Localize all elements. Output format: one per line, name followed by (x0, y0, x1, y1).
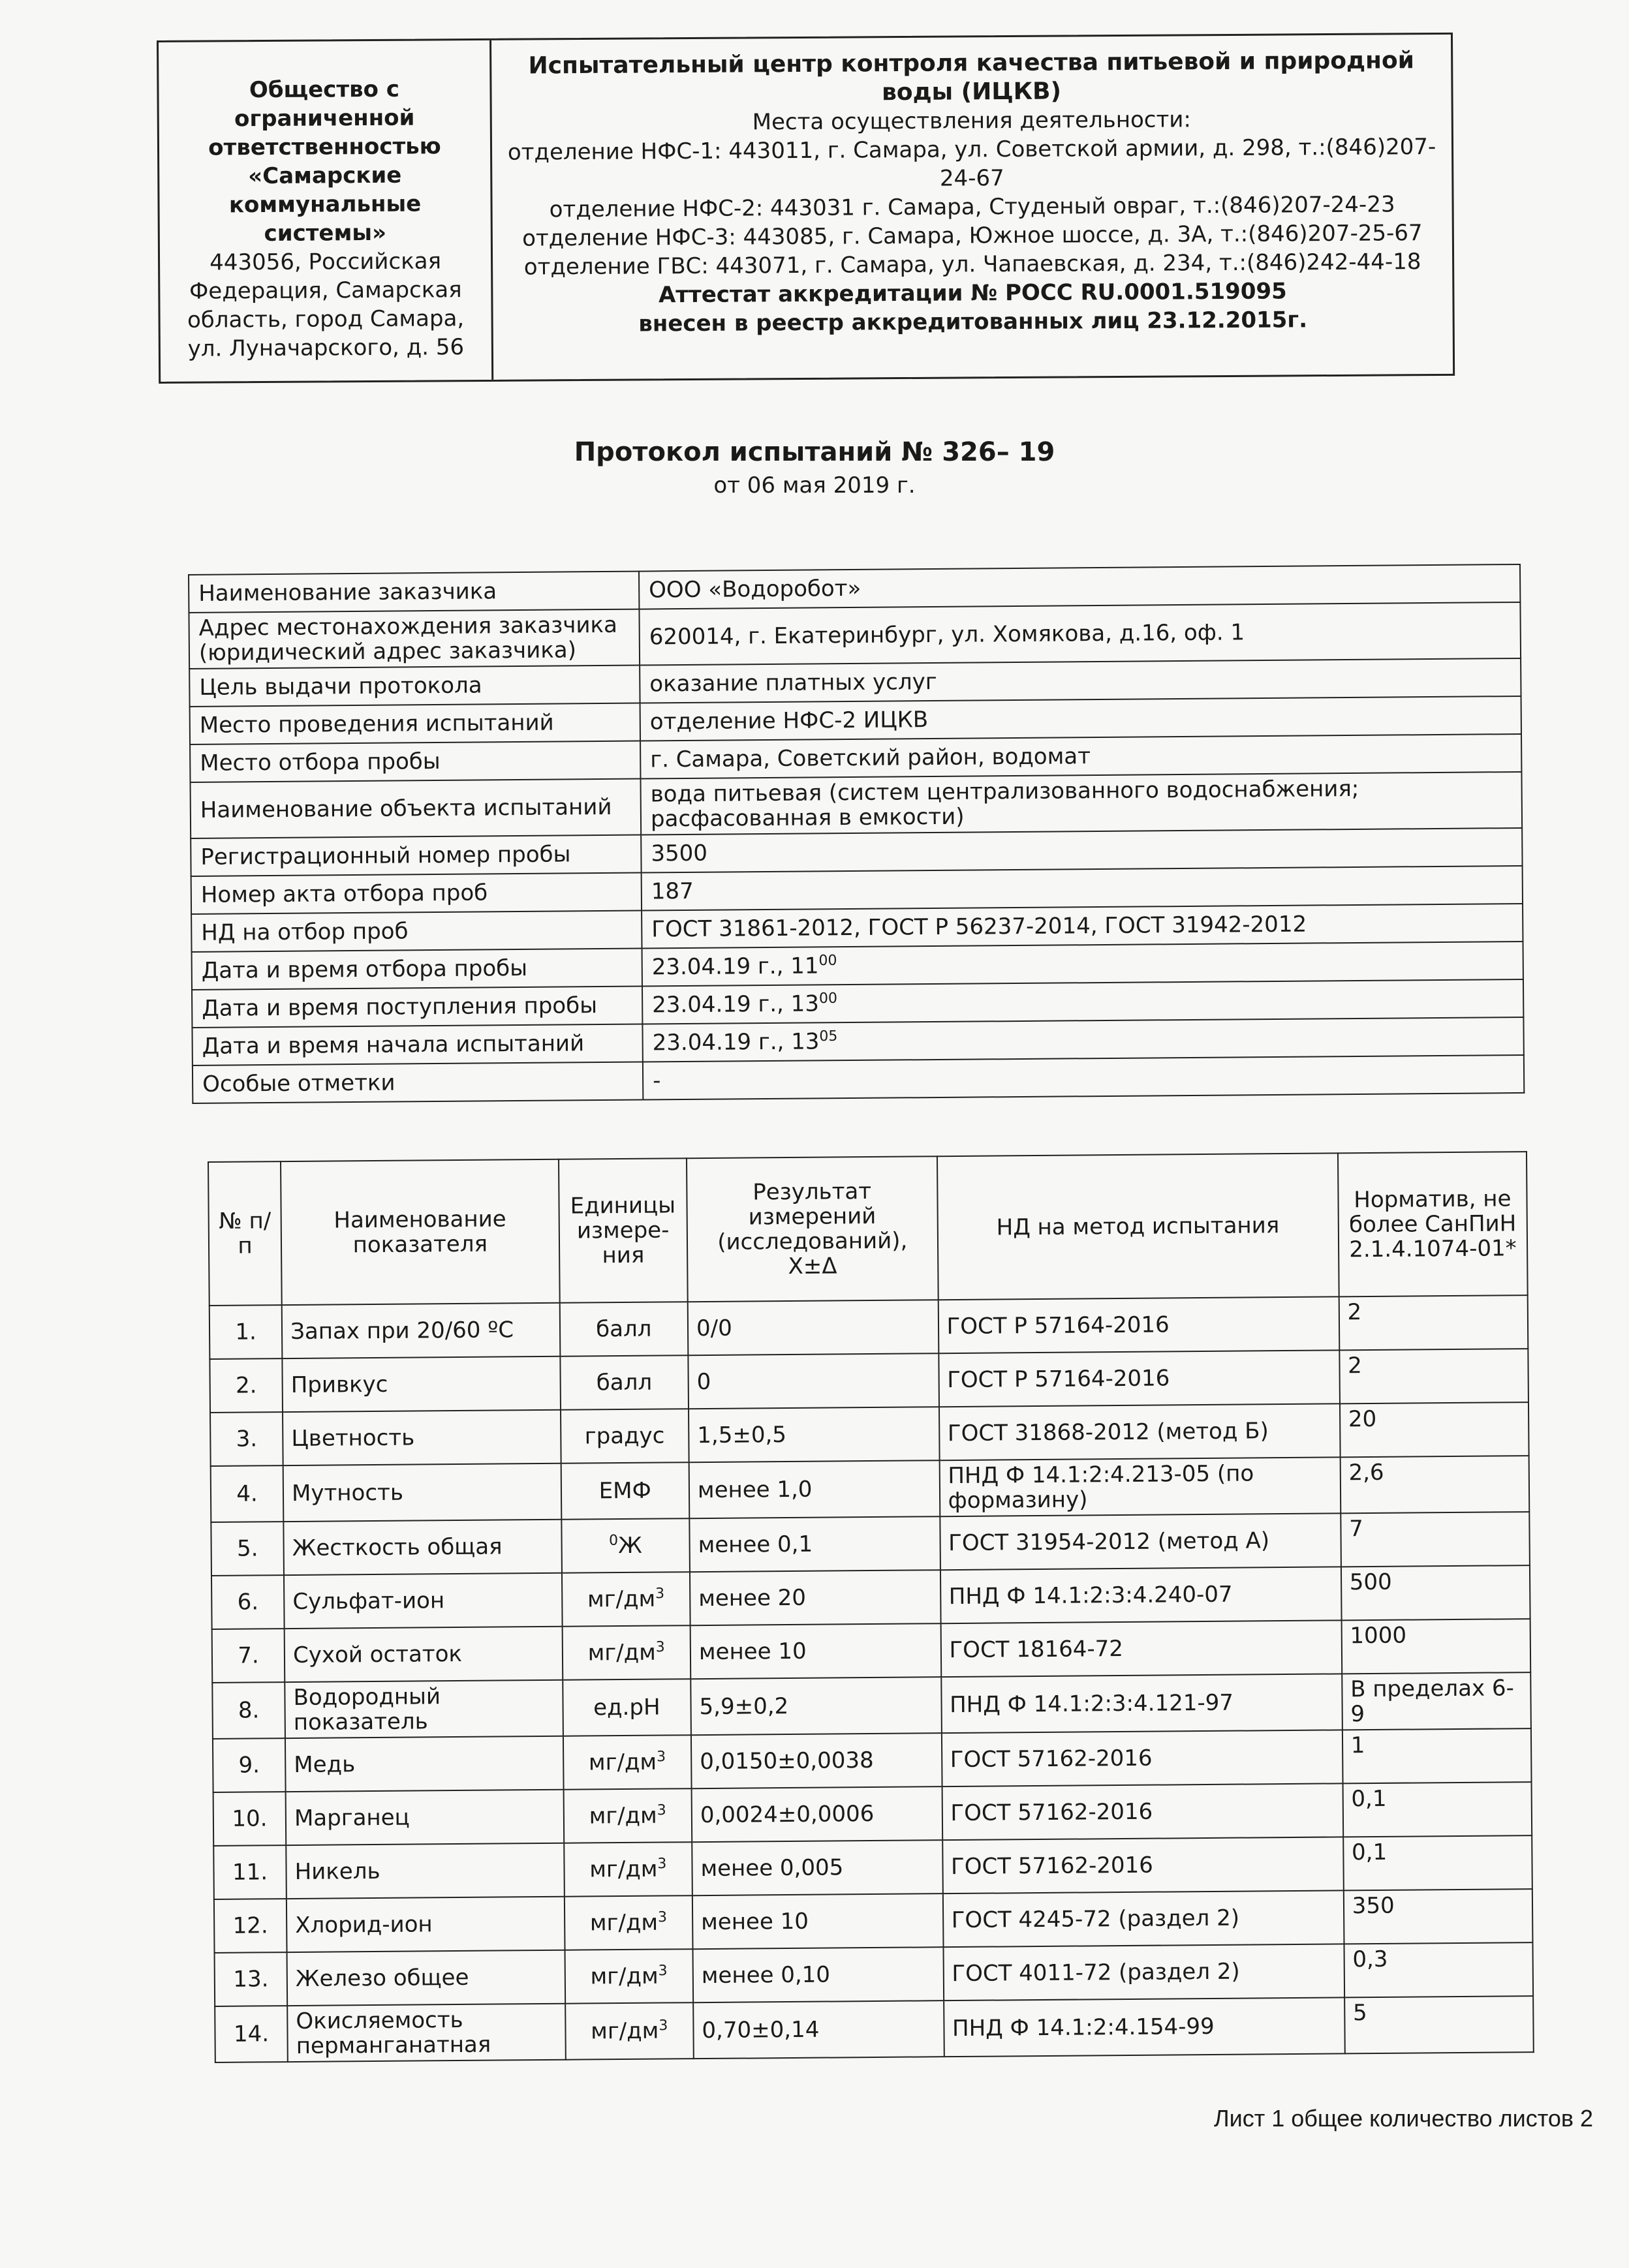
result-indicator: Сухой остаток (285, 1627, 563, 1682)
organization-block (159, 40, 493, 382)
info-value: 3500 (641, 828, 1522, 873)
result-row (209, 1295, 1528, 1359)
letterhead (157, 33, 1455, 384)
organization-name-line: ответственностью (208, 133, 441, 161)
col-nd-header: НД на метод испытания (937, 1153, 1339, 1300)
result-indicator: Медь (285, 1736, 563, 1792)
result-unit: $мг/дм^3$ (565, 2002, 694, 2060)
result-num: 1. (209, 1305, 283, 1359)
test-center-name-line: воды (ИЦКВ) (881, 78, 1062, 106)
test-center-name-line: Испытательный центр контроля качества питьевой и природной (528, 47, 1415, 80)
info-value: вода питьевая (систем централизованного водоснабжения; расфасованная в емкости) (640, 772, 1522, 835)
organization-address-line: Федерация, Самарская (189, 277, 462, 305)
info-value: 620014, г. Екатеринбург, ул. Хомякова, д.16, оф. 1 (639, 602, 1521, 666)
result-unit: $мг/дм^3$ (563, 1788, 692, 1843)
result-indicator: Мутность (283, 1463, 561, 1522)
result-unit: балл (559, 1302, 688, 1356)
result-value: менее 0,005 (692, 1840, 942, 1895)
organization-name-line: коммунальные (228, 191, 422, 219)
organization-name (165, 74, 484, 249)
organization-address (166, 247, 485, 363)
info-key: Наименование заказчика (189, 572, 639, 613)
result-value: 0/0 (688, 1300, 939, 1355)
info-value-superscript: 05 (819, 1028, 838, 1045)
result-unit: $мг/дм^3$ (565, 1949, 693, 2004)
result-num: 7. (212, 1629, 285, 1683)
result-unit: балл (560, 1355, 689, 1410)
result-value: 5,9±0,2 (690, 1677, 941, 1735)
result-indicator: Водородный показатель (285, 1680, 563, 1738)
result-unit: $^0$Ж (561, 1518, 690, 1573)
places-title: Места осуществления деятельности: (752, 106, 1191, 136)
info-key: Место проведения испытаний (190, 703, 640, 744)
result-unit: $мг/дм^3$ (562, 1625, 690, 1680)
result-method: ГОСТ 57162-2016 (942, 1783, 1343, 1840)
result-row (215, 1942, 1534, 2006)
info-value: оказание платных услуг (640, 658, 1521, 703)
result-value: 0 (688, 1353, 939, 1409)
result-method: ГОСТ 57162-2016 (941, 1730, 1342, 1786)
result-unit: градус (561, 1409, 689, 1463)
result-method: ГОСТ 18164-72 (940, 1620, 1342, 1677)
result-method: ПНД Ф 14.1:2:4.213-05 (по формазину) (939, 1457, 1341, 1516)
result-indicator: Жесткость общая (283, 1520, 561, 1575)
result-indicator: Марганец (286, 1790, 564, 1845)
result-norm: 1 (1342, 1728, 1532, 1783)
result-norm: 7 (1341, 1512, 1530, 1567)
result-method: ГОСТ 31954-2012 (метод А) (940, 1513, 1341, 1570)
result-method: ГОСТ 57162-2016 (942, 1837, 1344, 1893)
organization-name-line: ограниченной (234, 104, 415, 132)
result-value: менее 10 (690, 1623, 941, 1679)
unit-superscript: 3 (655, 1586, 665, 1602)
result-unit: $мг/дм^3$ (564, 1895, 692, 1950)
info-value: отделение НФС-2 ИЦКВ (640, 696, 1521, 741)
result-row (213, 1835, 1532, 1899)
result-indicator: Окисляемость перманганатная (287, 2004, 565, 2062)
result-unit: ед.рН (563, 1679, 691, 1736)
result-row (211, 1456, 1530, 1522)
result-row (211, 1565, 1530, 1629)
result-method: ГОСТ 31868-2012 (метод Б) (939, 1403, 1341, 1460)
info-row (191, 772, 1523, 838)
result-row (209, 1349, 1528, 1413)
result-unit: $мг/дм^3$ (564, 1842, 692, 1897)
result-num: 14. (215, 2006, 288, 2062)
result-norm: 0,3 (1344, 1942, 1533, 1997)
result-indicator: Сульфат-ион (284, 1573, 562, 1629)
result-norm: 0,1 (1342, 1782, 1532, 1837)
info-key: Регистрационный номер пробы (191, 835, 641, 876)
info-key: Особые отметки (193, 1062, 643, 1103)
result-num: 10. (213, 1792, 287, 1846)
col-unit-header: Единицы измере- ния (559, 1158, 688, 1303)
info-value: 23.04.19 г., $11^{00}$ (642, 942, 1523, 987)
branch-line: отделение НФС-1: 443011, г. Самара, ул. Советской армии, д. 298, т.:(846)207-24-67 (507, 134, 1436, 192)
unit-degree-superscript: 0 (608, 1532, 619, 1549)
result-indicator: Никель (286, 1843, 564, 1899)
organization-address-line: ул. Луначарского, д. 56 (187, 334, 465, 362)
result-value: 0,70±0,14 (693, 2000, 944, 2059)
result-num: 5. (211, 1522, 284, 1576)
result-row (215, 1996, 1534, 2062)
info-key: Дата и время начала испытаний (192, 1024, 642, 1065)
result-unit: ЕМФ (561, 1462, 689, 1520)
result-num: 4. (211, 1465, 284, 1522)
info-value-superscript: 00 (818, 990, 838, 1007)
result-value: 0,0150±0,0038 (691, 1733, 942, 1788)
info-row (189, 602, 1521, 669)
info-key: Адрес местонахождения заказчика (юридический адрес заказчика) (189, 609, 640, 669)
result-num: 12. (214, 1899, 287, 1953)
info-key: НД на отбор проб (191, 911, 642, 952)
result-indicator: Запах при 20/60 ºС (282, 1303, 560, 1358)
result-row (211, 1512, 1530, 1576)
col-name-header: Наименование показателя (281, 1159, 559, 1305)
result-value: менее 0,1 (689, 1516, 940, 1572)
result-method: ПНД Ф 14.1:2:4.154-99 (944, 1997, 1345, 2057)
result-method: ПНД Ф 14.1:2:3:4.121-97 (941, 1674, 1342, 1733)
unit-superscript: 3 (657, 1856, 667, 1873)
result-norm: 500 (1341, 1565, 1530, 1620)
unit-superscript: 3 (659, 2017, 668, 2034)
result-row (213, 1782, 1532, 1846)
info-key: Наименование объекта испытаний (191, 779, 642, 838)
accreditation-line: внесен в реестр аккредитованных лиц 23.12.2015г. (638, 307, 1308, 337)
info-value: 23.04.19 г., $13^{00}$ (642, 979, 1523, 1024)
info-key: Дата и время поступления пробы (192, 987, 642, 1028)
result-unit: $мг/дм^3$ (562, 1572, 690, 1627)
organization-address-line: 443056, Российская (209, 248, 442, 276)
info-key: Номер акта отбора проб (191, 873, 642, 914)
branch-line: отделение НФС-2: 443031 г. Самара, Студеный овраг, т.:(846)207-24-23 (549, 191, 1395, 223)
result-indicator: Привкус (282, 1356, 560, 1412)
results-table (208, 1151, 1534, 2063)
result-num: 8. (212, 1682, 285, 1739)
result-num: 13. (215, 1952, 288, 2006)
result-method: ГОСТ Р 57164-2016 (939, 1350, 1340, 1407)
result-method: ГОСТ 4011-72 (раздел 2) (943, 1944, 1344, 2000)
result-row (210, 1402, 1529, 1466)
result-row (212, 1619, 1531, 1683)
result-method: ГОСТ 4245-72 (раздел 2) (942, 1890, 1344, 1947)
unit-superscript: 3 (658, 1963, 668, 1980)
result-value: 0,0024±0,0006 (692, 1786, 942, 1842)
result-norm: В пределах 6-9 (1342, 1672, 1531, 1730)
result-row (212, 1672, 1531, 1739)
branch-line: отделение НФС-3: 443085, г. Самара, Южное шоссе, д. 3А, т.:(846)207-25-67 (522, 220, 1423, 252)
accreditation-line: Аттестат аккредитации № РОСС RU.0001.519095 (658, 278, 1287, 309)
results-header-row (208, 1152, 1528, 1306)
result-unit: $мг/дм^3$ (563, 1735, 692, 1790)
organization-name-line: системы» (264, 219, 387, 247)
info-key: Место отбора пробы (190, 741, 640, 782)
accreditation (503, 276, 1442, 339)
result-norm: 0,1 (1343, 1835, 1532, 1890)
result-num: 3. (210, 1412, 283, 1466)
result-value: менее 10 (692, 1893, 943, 1949)
branch-line: отделение ГВС: 443071, г. Самара, ул. Чапаевская, д. 234, т.:(846)242-44-18 (523, 249, 1421, 281)
organization-name-line: Общество с (249, 76, 400, 104)
result-norm: 2,6 (1340, 1456, 1529, 1513)
result-method: ГОСТ Р 57164-2016 (938, 1296, 1339, 1353)
protocol-date: от 06 мая 2019 г. (713, 472, 916, 498)
result-indicator: Цветность (283, 1410, 561, 1465)
branches-list (503, 132, 1442, 282)
test-center-block (491, 35, 1453, 380)
info-value: - (643, 1055, 1524, 1100)
result-value: менее 1,0 (689, 1460, 940, 1518)
col-norm-header: Норматив, не более СанПиН 2.1.4.1074-01* (1338, 1152, 1528, 1296)
test-center-name (502, 46, 1441, 110)
page-footer: Лист 1 общее количество листов 2 (1214, 2105, 1594, 2132)
result-indicator: Железо общее (287, 1950, 565, 2006)
info-value: ГОСТ 31861-2012, ГОСТ Р 56237-2014, ГОСТ 31942-2012 (642, 904, 1523, 949)
result-norm: 20 (1340, 1402, 1529, 1457)
result-norm: 350 (1344, 1889, 1533, 1944)
result-num: 11. (213, 1845, 287, 1899)
info-value: 23.04.19 г., $13^{05}$ (642, 1017, 1523, 1062)
organization-address-line: область, город Самара, (187, 305, 465, 333)
unit-superscript: 3 (657, 1802, 666, 1819)
col-num-header: № п/п (208, 1161, 282, 1306)
result-row (213, 1728, 1532, 1792)
info-value: ООО «Водоробот» (639, 564, 1520, 609)
unit-superscript: 3 (657, 1909, 668, 1926)
result-value: менее 0,10 (692, 1947, 943, 2002)
result-num: 2. (209, 1358, 283, 1413)
unit-superscript: 3 (656, 1749, 666, 1766)
info-value-superscript: 00 (818, 952, 837, 970)
unit-superscript: 3 (655, 1639, 665, 1656)
sample-info-table (188, 564, 1525, 1104)
protocol-title: Протокол испытаний № 326– 19 (574, 437, 1055, 467)
result-norm: 2 (1339, 1349, 1528, 1403)
result-num: 6. (211, 1575, 285, 1629)
info-value: 187 (642, 866, 1523, 911)
result-num: 9. (213, 1738, 286, 1792)
result-norm: 1000 (1341, 1619, 1530, 1674)
result-norm: 2 (1339, 1295, 1528, 1350)
result-row (214, 1889, 1533, 1953)
result-value: менее 20 (690, 1570, 940, 1625)
col-result-header: Результат измерений (исследований), X±Δ (687, 1156, 938, 1302)
info-key: Цель выдачи протокола (189, 666, 640, 707)
result-method: ПНД Ф 14.1:2:3:4.240-07 (940, 1567, 1342, 1623)
info-key: Дата и время отбора пробы (192, 949, 642, 990)
organization-name-line: «Самарские (248, 162, 402, 190)
result-value: 1,5±0,5 (689, 1407, 939, 1462)
protocol-title-block (0, 437, 1629, 498)
result-indicator: Хлорид-ион (287, 1897, 565, 1952)
result-norm: 5 (1344, 1996, 1534, 2053)
info-value: г. Самара, Советский район, водомат (640, 734, 1521, 779)
